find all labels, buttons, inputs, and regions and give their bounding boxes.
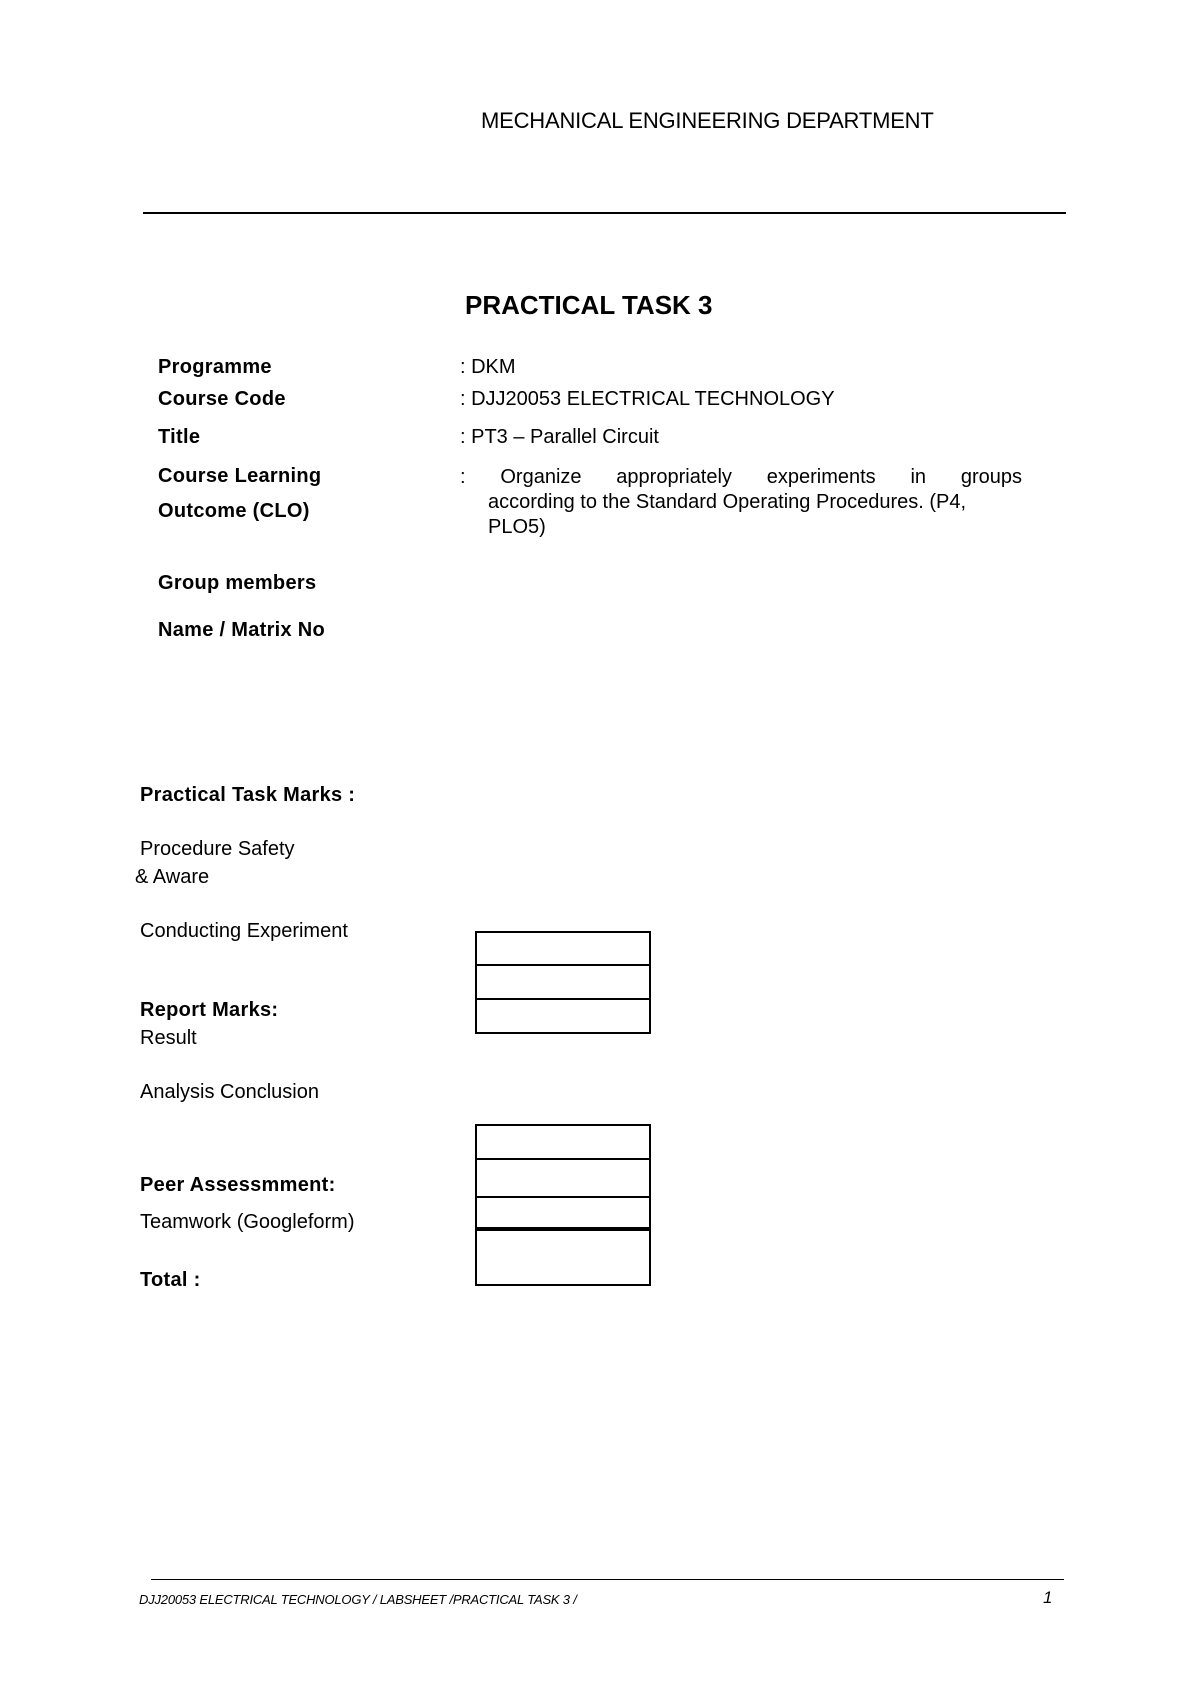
peer-assessment-heading: Peer Assessmment: — [140, 1174, 336, 1196]
page-title: PRACTICAL TASK 3 — [465, 290, 713, 320]
result-marks-box[interactable] — [477, 1126, 649, 1160]
group-members-label: Group members — [158, 572, 317, 594]
programme-value: : DKM — [460, 356, 516, 378]
practical-marks-boxes — [475, 931, 651, 1034]
clo-value-line3: PLO5) — [488, 516, 546, 538]
analysis-conclusion-label: Analysis Conclusion — [140, 1081, 319, 1103]
course-code-label: Course Code — [158, 388, 286, 410]
teamwork-label: Teamwork (Googleform) — [140, 1211, 355, 1233]
page-number: 1 — [1043, 1588, 1053, 1607]
programme-label: Programme — [158, 356, 272, 378]
teamwork-marks-box[interactable] — [477, 1198, 649, 1231]
clo-value-line1: : Organize appropriately experiments in groups — [460, 466, 1022, 488]
name-matrix-label: Name / Matrix No — [158, 619, 326, 641]
department-header: MECHANICAL ENGINEERING DEPARTMENT — [481, 108, 934, 133]
clo-value — [460, 465, 1022, 540]
title-label: Title — [158, 426, 201, 448]
practical-subtotal-box[interactable] — [477, 1000, 649, 1032]
conducting-experiment-label: Conducting Experiment — [140, 920, 348, 942]
course-code-value: : DJJ20053 ELECTRICAL TECHNOLOGY — [460, 388, 835, 410]
analysis-marks-box[interactable] — [477, 1160, 649, 1198]
header-divider — [143, 212, 1066, 214]
result-label: Result — [140, 1027, 197, 1049]
report-marks-boxes — [475, 1124, 651, 1286]
total-label: Total : — [140, 1269, 201, 1291]
clo-value-line2: according to the Standard Operating Procedures. (P4, — [488, 491, 967, 513]
procedure-marks-box[interactable] — [477, 933, 649, 966]
clo-label-line2: Outcome (CLO) — [158, 500, 310, 522]
report-marks-heading: Report Marks: — [140, 999, 279, 1021]
title-value: : PT3 – Parallel Circuit — [460, 426, 659, 448]
footer-text: DJJ20053 ELECTRICAL TECHNOLOGY / LABSHEET /PRACTICAL TASK 3 / — [139, 1592, 577, 1607]
total-marks-box[interactable] — [477, 1231, 649, 1284]
procedure-safety-label: Procedure Safety — [140, 838, 295, 860]
practical-marks-heading: Practical Task Marks : — [140, 784, 356, 806]
footer-divider — [151, 1579, 1064, 1580]
procedure-aware-label: & Aware — [135, 866, 210, 888]
conducting-marks-box[interactable] — [477, 966, 649, 1000]
clo-label-line1: Course Learning — [158, 465, 322, 487]
